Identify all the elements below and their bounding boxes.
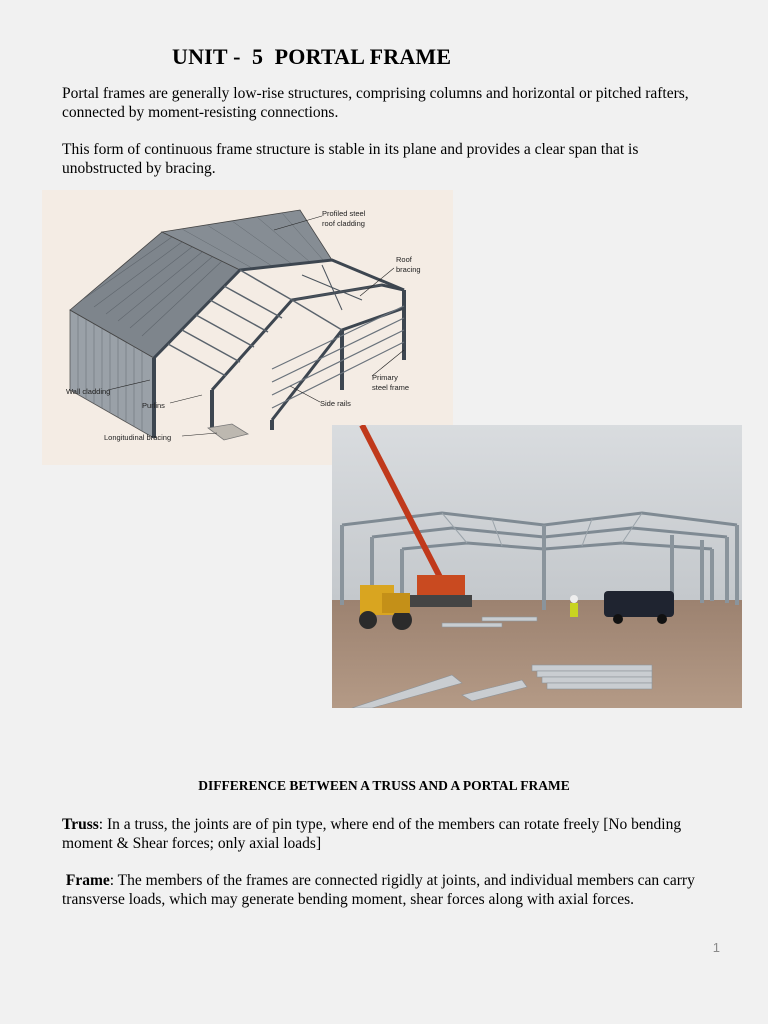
page-number: 1 [712, 940, 720, 955]
page-title: UNIT - 5 PORTAL FRAME [172, 44, 452, 69]
portal-frame-drawing [42, 190, 453, 465]
construction-site-photo [332, 425, 742, 708]
label-roof-bracing-2: bracing [396, 265, 421, 274]
truss-definition [62, 815, 702, 853]
label-roof-cladding-1: Profiled steel [322, 209, 366, 218]
frame-text: : The members of the frames are connected rigidly at joints, and individual members can carry transverse loads, which may generate bending moment, shear forces along with axial forces. [62, 872, 695, 908]
truss-text: : In a truss, the joints are of pin type, where end of the members can rotate freely [No bending moment & Shear forces; only axial loads] [62, 816, 682, 852]
label-side-rails: Side rails [320, 399, 351, 408]
label-primary-frame-2: steel frame [372, 383, 410, 392]
construction-site-drawing [332, 425, 742, 708]
label-longitudinal-bracing: Longitudinal bracing [104, 433, 172, 442]
label-primary-frame-1: Primary [372, 373, 398, 382]
label-wall-cladding: Wall cladding [66, 387, 111, 396]
label-roof-bracing-1: Roof [396, 255, 412, 264]
portal-frame-diagram [42, 190, 453, 465]
stability-paragraph: This form of continuous frame structure is stable in its plane and provides a clear span that is unobstructed by bracing. [62, 141, 639, 177]
intro-paragraph: Portal frames are generally low-rise structures, comprising columns and horizontal or pitched rafters, connected by moment-resisting connections. [62, 85, 689, 121]
label-roof-cladding-2: roof cladding [322, 219, 365, 228]
truss-term: Truss [62, 816, 99, 833]
frame-term: Frame [65, 872, 110, 889]
label-purlins: Purlins [142, 401, 165, 410]
frame-definition [62, 871, 702, 909]
section-heading: DIFFERENCE BETWEEN A TRUSS AND A PORTAL FRAME [198, 778, 570, 793]
